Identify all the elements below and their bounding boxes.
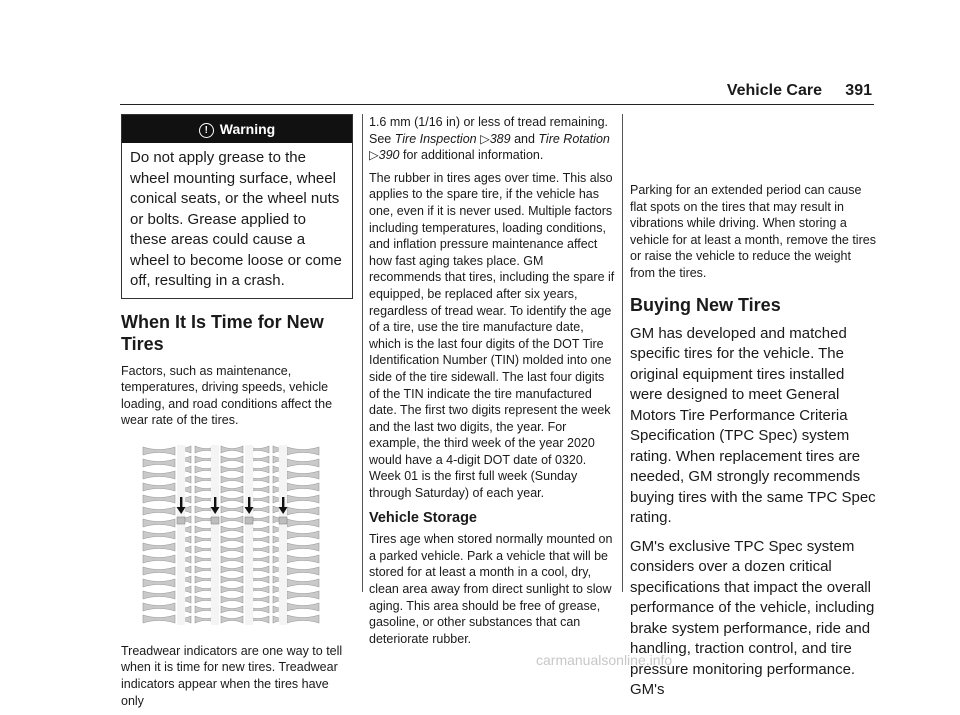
column-1 bbox=[121, 114, 355, 715]
section-title: Vehicle Care bbox=[726, 82, 822, 99]
warning-icon: ! bbox=[199, 123, 214, 138]
warning-header bbox=[122, 115, 352, 143]
aging-paragraph: The rubber in tires ages over time. This also applies to the spare tire, if the vehicle has one, even if it is never used. Multiple factors including temperatures, loading conditions, and inflation pressure maintenance affect how fast aging takes place. GM recommends that tires, including the spare if equipped, be replaced after six years, regardless of tread wear. To identify the age of a tire, use the tire manufacture date, which is the last four digits of the DOT Tire Identification Number (TIN) molded into one side of the tire sidewall. The last four digits of the TIN indicate the tire manufactured date. The first two digits represent the week and the last two digits, the year. For example, the third week of the year 2020 would have a 4-digit DOT date of 0320. Week 01 is the first full week (Sunday through Saturday) of each year. bbox=[369, 170, 615, 501]
heading-vehicle-storage: Vehicle Storage bbox=[369, 509, 477, 526]
warning-title: Warning bbox=[219, 121, 276, 137]
buying-paragraph-1: GM has developed and matched specific tires for the vehicle. The original equipment tires installed were designed to meet General Motors Tire Performance Criteria Specification (TPC Spec) system rating. When replacement tires are needed, GM strongly recommends buying tires with the same TPC Spec rating. bbox=[630, 324, 876, 527]
intro-paragraph: Factors, such as maintenance, temperatures, driving speeds, vehicle loading, and road conditions affect the wear rate of the tires. bbox=[121, 363, 333, 428]
warning-text: Do not apply grease to the wheel mounting surface, wheel conical seats, or the wheel nuts or bolts. Grease applied to these areas could cause a wheel to become loose or come off, resulting in a crash. bbox=[130, 149, 342, 289]
treadwear-figure bbox=[141, 445, 321, 625]
storage-paragraph-2: Parking for an extended period can cause flat spots on the tires that may result in vibrations while driving. When storing a vehicle for at least a month, remove the tires or raise the vehicle to reduce the weight from the tires. bbox=[630, 183, 876, 280]
column-2 bbox=[369, 114, 615, 653]
column-divider bbox=[622, 114, 623, 592]
column-3 bbox=[630, 114, 876, 709]
page-header bbox=[120, 82, 874, 105]
xref-tire-rotation[interactable]: Tire Rotation bbox=[538, 131, 610, 146]
page-ref-icon: ▷ bbox=[369, 148, 379, 163]
buying-paragraph-2: GM's exclusive TPC Spec system considers over a dozen critical specifications that impact the overall performance of the vehicle, including brake system performance, ride and handling, traction control, and tire pressure monitoring performance. GM's bbox=[630, 537, 875, 699]
page-number: 391 bbox=[845, 82, 872, 99]
page-ref-icon: ▷ bbox=[480, 131, 490, 146]
figure-caption: Treadwear indicators are one way to tell when it is time for new tires. Treadwear indicators appear when the tires have only bbox=[121, 643, 343, 708]
xref-tire-inspection[interactable]: Tire Inspection bbox=[394, 131, 477, 146]
heading-new-tires: When It Is Time for New Tires bbox=[121, 311, 324, 354]
warning-box bbox=[121, 114, 353, 299]
heading-buying-new-tires: Buying New Tires bbox=[630, 294, 781, 315]
tread-paragraph: 1.6 mm (1/16 in) or less of tread remaining. See Tire Inspection ▷389 and Tire Rotation ▷390 for additional information. bbox=[369, 115, 610, 163]
storage-paragraph-1: Tires age when stored normally mounted on a parked vehicle. Park a vehicle that will be stored for at least a month in a cool, dry, clean area away from direct sunlight to slow aging. This area should be free of grease, gasoline, or other substances that can deteriorate rubber. bbox=[369, 532, 613, 646]
column-divider bbox=[362, 114, 363, 592]
watermark: carmanualsonline.info bbox=[536, 652, 673, 668]
